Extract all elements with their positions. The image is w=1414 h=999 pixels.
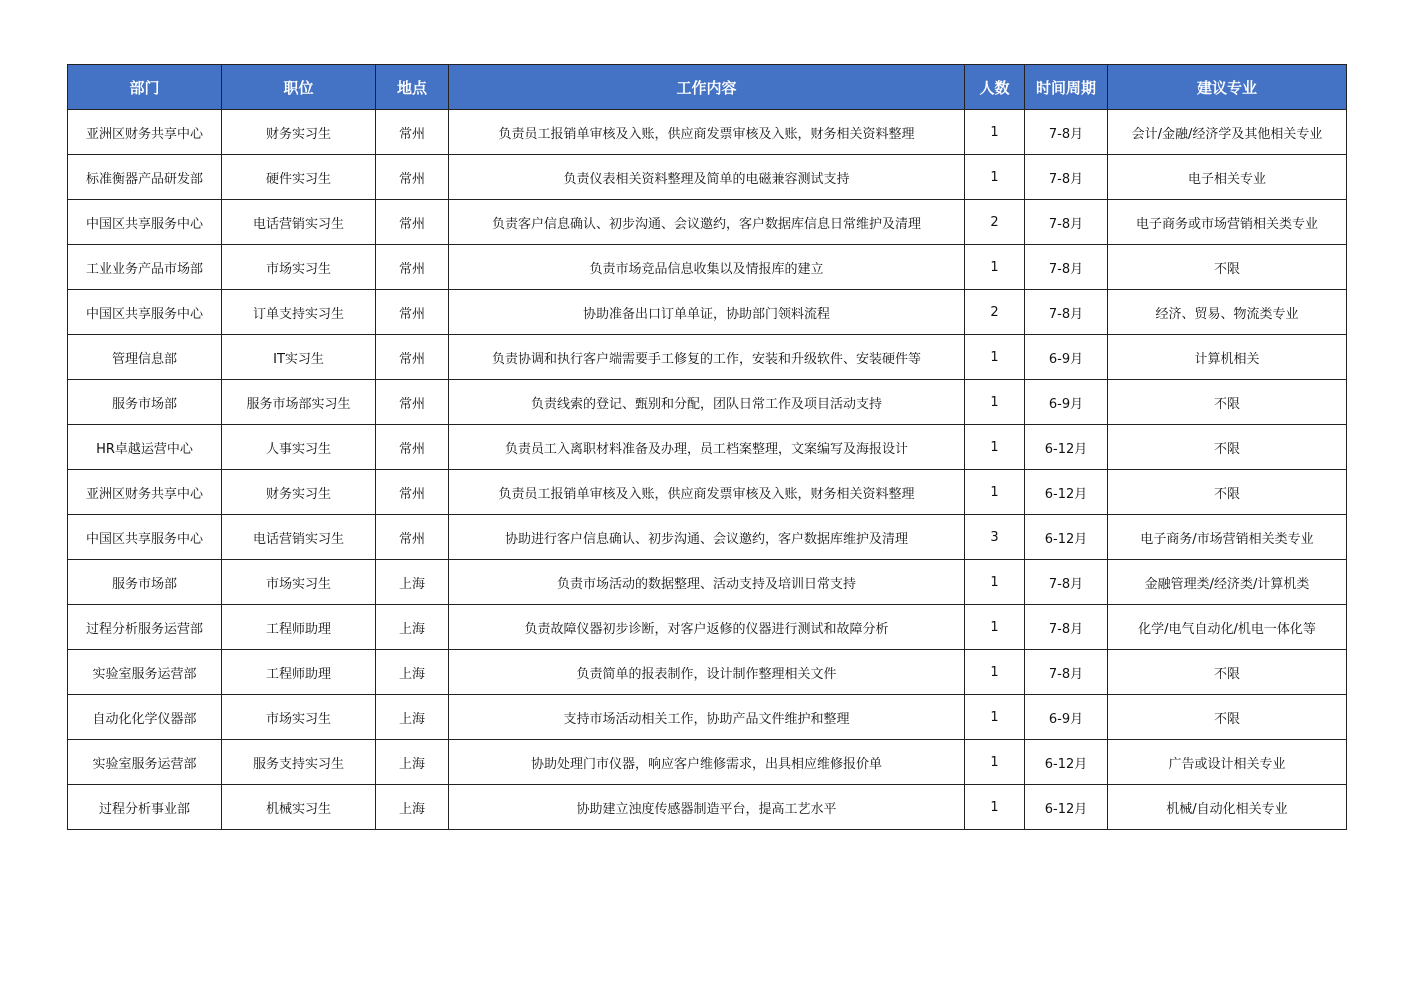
cell-suggested-major: 会计/金融/经济学及其他相关专业 xyxy=(1108,110,1347,155)
cell-department: 服务市场部 xyxy=(68,380,222,425)
cell-work-content: 协助准备出口订单单证，协助部门领料流程 xyxy=(449,290,965,335)
cell-period: 7-8月 xyxy=(1025,155,1108,200)
cell-suggested-major: 不限 xyxy=(1108,380,1347,425)
cell-period: 6-12月 xyxy=(1025,515,1108,560)
cell-headcount: 3 xyxy=(965,515,1025,560)
cell-period: 7-8月 xyxy=(1025,605,1108,650)
cell-work-content: 支持市场活动相关工作，协助产品文件维护和整理 xyxy=(449,695,965,740)
cell-position: 市场实习生 xyxy=(222,695,376,740)
cell-location: 上海 xyxy=(376,740,449,785)
cell-period: 7-8月 xyxy=(1025,650,1108,695)
cell-location: 常州 xyxy=(376,470,449,515)
table-row xyxy=(68,515,1347,560)
cell-location: 常州 xyxy=(376,290,449,335)
cell-department: 亚洲区财务共享中心 xyxy=(68,470,222,515)
internship-table-container xyxy=(67,64,1346,830)
cell-position: 硬件实习生 xyxy=(222,155,376,200)
cell-work-content: 负责仪表相关资料整理及简单的电磁兼容测试支持 xyxy=(449,155,965,200)
cell-department: 过程分析事业部 xyxy=(68,785,222,830)
table-body xyxy=(68,110,1347,830)
table-row xyxy=(68,245,1347,290)
cell-department: 中国区共享服务中心 xyxy=(68,290,222,335)
cell-department: 亚洲区财务共享中心 xyxy=(68,110,222,155)
header-headcount: 人数 xyxy=(965,65,1025,110)
cell-suggested-major: 不限 xyxy=(1108,695,1347,740)
table-row xyxy=(68,650,1347,695)
cell-location: 常州 xyxy=(376,380,449,425)
cell-period: 7-8月 xyxy=(1025,200,1108,245)
cell-location: 常州 xyxy=(376,110,449,155)
cell-headcount: 1 xyxy=(965,695,1025,740)
cell-position: 市场实习生 xyxy=(222,245,376,290)
header-position: 职位 xyxy=(222,65,376,110)
cell-department: 过程分析服务运营部 xyxy=(68,605,222,650)
cell-period: 6-9月 xyxy=(1025,695,1108,740)
table-row xyxy=(68,155,1347,200)
cell-department: 实验室服务运营部 xyxy=(68,650,222,695)
cell-work-content: 负责客户信息确认、初步沟通、会议邀约，客户数据库信息日常维护及清理 xyxy=(449,200,965,245)
cell-department: HR卓越运营中心 xyxy=(68,425,222,470)
cell-position: 财务实习生 xyxy=(222,110,376,155)
cell-work-content: 负责协调和执行客户端需要手工修复的工作，安装和升级软件、安装硬件等 xyxy=(449,335,965,380)
cell-location: 常州 xyxy=(376,425,449,470)
cell-suggested-major: 电子相关专业 xyxy=(1108,155,1347,200)
cell-suggested-major: 不限 xyxy=(1108,650,1347,695)
cell-work-content: 负责简单的报表制作，设计制作整理相关文件 xyxy=(449,650,965,695)
cell-headcount: 1 xyxy=(965,155,1025,200)
cell-location: 常州 xyxy=(376,245,449,290)
cell-position: 工程师助理 xyxy=(222,650,376,695)
cell-suggested-major: 化学/电气自动化/机电一体化等 xyxy=(1108,605,1347,650)
cell-period: 7-8月 xyxy=(1025,560,1108,605)
table-row xyxy=(68,695,1347,740)
header-location: 地点 xyxy=(376,65,449,110)
cell-period: 6-12月 xyxy=(1025,785,1108,830)
cell-location: 上海 xyxy=(376,695,449,740)
cell-period: 7-8月 xyxy=(1025,110,1108,155)
table-row xyxy=(68,200,1347,245)
table-row xyxy=(68,560,1347,605)
cell-work-content: 协助处理门市仪器，响应客户维修需求，出具相应维修报价单 xyxy=(449,740,965,785)
cell-headcount: 1 xyxy=(965,785,1025,830)
cell-headcount: 1 xyxy=(965,605,1025,650)
internship-table xyxy=(67,64,1347,830)
cell-suggested-major: 不限 xyxy=(1108,425,1347,470)
cell-headcount: 1 xyxy=(965,470,1025,515)
cell-position: 财务实习生 xyxy=(222,470,376,515)
cell-headcount: 1 xyxy=(965,650,1025,695)
cell-headcount: 1 xyxy=(965,380,1025,425)
cell-work-content: 负责市场活动的数据整理、活动支持及培训日常支持 xyxy=(449,560,965,605)
cell-location: 常州 xyxy=(376,335,449,380)
cell-work-content: 负责故障仪器初步诊断，对客户返修的仪器进行测试和故障分析 xyxy=(449,605,965,650)
cell-work-content: 负责员工报销单审核及入账，供应商发票审核及入账，财务相关资料整理 xyxy=(449,110,965,155)
table-row xyxy=(68,740,1347,785)
cell-headcount: 1 xyxy=(965,110,1025,155)
cell-suggested-major: 电子商务或市场营销相关类专业 xyxy=(1108,200,1347,245)
cell-headcount: 1 xyxy=(965,335,1025,380)
cell-headcount: 1 xyxy=(965,245,1025,290)
cell-headcount: 1 xyxy=(965,740,1025,785)
cell-position: 人事实习生 xyxy=(222,425,376,470)
cell-period: 6-9月 xyxy=(1025,380,1108,425)
cell-suggested-major: 不限 xyxy=(1108,245,1347,290)
cell-position: 市场实习生 xyxy=(222,560,376,605)
cell-headcount: 2 xyxy=(965,200,1025,245)
cell-period: 6-9月 xyxy=(1025,335,1108,380)
table-row xyxy=(68,605,1347,650)
cell-work-content: 协助建立浊度传感器制造平台，提高工艺水平 xyxy=(449,785,965,830)
cell-position: 机械实习生 xyxy=(222,785,376,830)
cell-position: 电话营销实习生 xyxy=(222,515,376,560)
cell-position: 电话营销实习生 xyxy=(222,200,376,245)
cell-position: IT实习生 xyxy=(222,335,376,380)
table-row xyxy=(68,470,1347,515)
cell-position: 服务市场部实习生 xyxy=(222,380,376,425)
header-suggested-major: 建议专业 xyxy=(1108,65,1347,110)
cell-suggested-major: 金融管理类/经济类/计算机类 xyxy=(1108,560,1347,605)
table-header xyxy=(68,65,1347,110)
cell-work-content: 负责市场竞品信息收集以及情报库的建立 xyxy=(449,245,965,290)
cell-period: 6-12月 xyxy=(1025,470,1108,515)
cell-suggested-major: 计算机相关 xyxy=(1108,335,1347,380)
cell-suggested-major: 不限 xyxy=(1108,470,1347,515)
cell-location: 常州 xyxy=(376,200,449,245)
cell-department: 标准衡器产品研发部 xyxy=(68,155,222,200)
table-row xyxy=(68,785,1347,830)
cell-period: 6-12月 xyxy=(1025,740,1108,785)
cell-location: 常州 xyxy=(376,155,449,200)
cell-location: 上海 xyxy=(376,605,449,650)
cell-department: 管理信息部 xyxy=(68,335,222,380)
cell-location: 上海 xyxy=(376,560,449,605)
cell-suggested-major: 电子商务/市场营销相关类专业 xyxy=(1108,515,1347,560)
cell-work-content: 负责线索的登记、甄别和分配，团队日常工作及项目活动支持 xyxy=(449,380,965,425)
cell-suggested-major: 经济、贸易、物流类专业 xyxy=(1108,290,1347,335)
cell-department: 实验室服务运营部 xyxy=(68,740,222,785)
cell-location: 上海 xyxy=(376,650,449,695)
table-row xyxy=(68,290,1347,335)
table-row xyxy=(68,335,1347,380)
cell-period: 7-8月 xyxy=(1025,290,1108,335)
cell-suggested-major: 广告或设计相关专业 xyxy=(1108,740,1347,785)
header-row xyxy=(68,65,1347,110)
cell-work-content: 负责员工报销单审核及入账，供应商发票审核及入账，财务相关资料整理 xyxy=(449,470,965,515)
cell-headcount: 2 xyxy=(965,290,1025,335)
cell-headcount: 1 xyxy=(965,560,1025,605)
cell-suggested-major: 机械/自动化相关专业 xyxy=(1108,785,1347,830)
table-row xyxy=(68,425,1347,470)
cell-location: 常州 xyxy=(376,515,449,560)
cell-department: 中国区共享服务中心 xyxy=(68,515,222,560)
header-department: 部门 xyxy=(68,65,222,110)
cell-period: 7-8月 xyxy=(1025,245,1108,290)
cell-position: 工程师助理 xyxy=(222,605,376,650)
cell-work-content: 负责员工入离职材料准备及办理，员工档案整理，文案编写及海报设计 xyxy=(449,425,965,470)
cell-work-content: 协助进行客户信息确认、初步沟通、会议邀约，客户数据库维护及清理 xyxy=(449,515,965,560)
cell-department: 中国区共享服务中心 xyxy=(68,200,222,245)
cell-department: 服务市场部 xyxy=(68,560,222,605)
header-period: 时间周期 xyxy=(1025,65,1108,110)
table-row xyxy=(68,380,1347,425)
cell-department: 工业业务产品市场部 xyxy=(68,245,222,290)
cell-period: 6-12月 xyxy=(1025,425,1108,470)
cell-headcount: 1 xyxy=(965,425,1025,470)
table-row xyxy=(68,110,1347,155)
cell-department: 自动化化学仪器部 xyxy=(68,695,222,740)
cell-position: 服务支持实习生 xyxy=(222,740,376,785)
header-work-content: 工作内容 xyxy=(449,65,965,110)
cell-location: 上海 xyxy=(376,785,449,830)
cell-position: 订单支持实习生 xyxy=(222,290,376,335)
